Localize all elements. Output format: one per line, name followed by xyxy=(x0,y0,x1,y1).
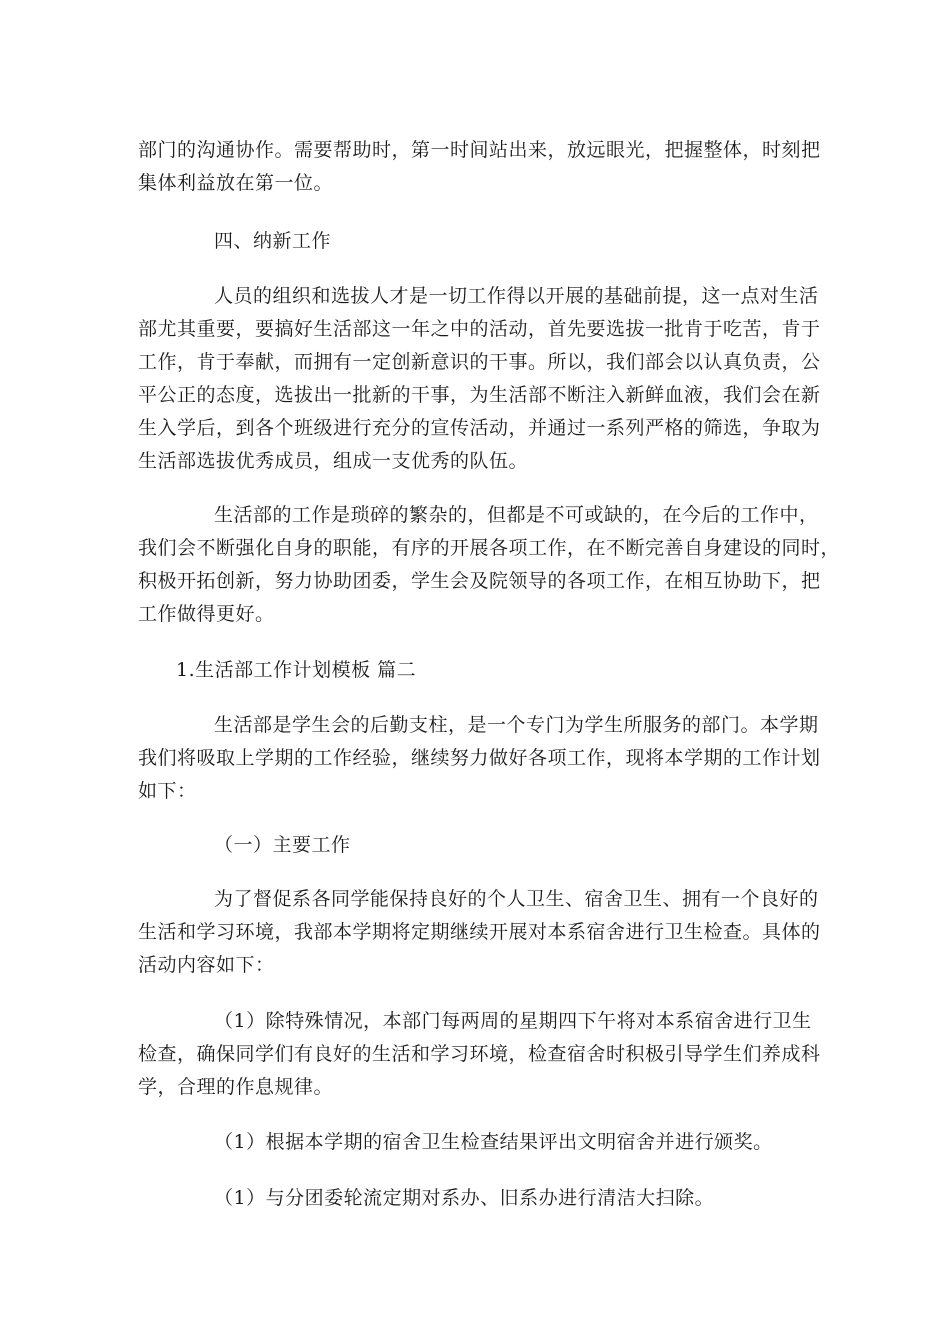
body-text-line: 积极开拓创新，努力协助团委，学生会及院领导的各项工作，在相互协助下，把 xyxy=(138,570,821,592)
body-text-line: 平公正的态度，选拔出一批新的干事，为生活部不断注入新鲜血液，我们会在新 xyxy=(138,384,821,406)
body-text-line: 部尤其重要，要搞好生活部这一年之中的活动，首先要选拔一批肯于吃苦，肯于 xyxy=(138,318,821,340)
body-text-line: 活动内容如下： xyxy=(138,954,275,976)
list-item-text: 检查，确保同学们有良好的生活和学习环境，检查宿舍时积极引导学生们养成科 xyxy=(138,1043,821,1065)
list-item-text: （1）根据本学期的宿舍卫生检查结果评出文明宿舍并进行颁奖。 xyxy=(214,1131,773,1153)
body-text-line: 生入学后，到各个班级进行充分的宣传活动，并通过一系列严格的筛选，争取为 xyxy=(138,417,821,439)
section-heading: （一）主要工作 xyxy=(214,834,351,856)
body-text-line: 我们会不断强化自身的职能，有序的开展各项工作，在不断完善自身建设的同时， xyxy=(138,537,841,559)
body-text-line: 工作做得更好。 xyxy=(138,603,275,625)
body-text-line: 集体利益放在第一位。 xyxy=(138,172,334,194)
body-text-line: 为了督促系各同学能保持良好的个人卫生、宿舍卫生、拥有一个良好的 xyxy=(214,888,819,910)
body-text-line: 生活部是学生会的后勤支柱，是一个专门为学生所服务的部门。本学期 xyxy=(214,714,819,736)
body-text-line: 工作，肯于奉献，而拥有一定创新意识的干事。所以，我们部会以认真负责，公 xyxy=(138,351,821,373)
body-text-line: 人员的组织和选拔人才是一切工作得以开展的基础前提，这一点对生活 xyxy=(214,285,819,307)
list-item-text: （1）与分团委轮流定期对系办、旧系办进行清洁大扫除。 xyxy=(214,1187,715,1209)
list-item-text: （1）除特殊情况，本部门每两周的星期四下午将对本系宿舍进行卫生 xyxy=(214,1010,812,1032)
section-heading: 1.生活部工作计划模板 篇二 xyxy=(176,659,417,681)
body-text-line: 生活部选拔优秀成员，组成一支优秀的队伍。 xyxy=(138,450,529,472)
body-text-line: 如下： xyxy=(138,780,197,802)
section-heading: 四、纳新工作 xyxy=(214,230,332,252)
body-text-line: 生活和学习环境，我部本学期将定期继续开展对本系宿舍进行卫生检查。具体的 xyxy=(138,921,821,943)
body-text-line: 生活部的工作是琐碎的繁杂的，但都是不可或缺的，在今后的工作中， xyxy=(214,504,819,526)
body-text-line: 我们将吸取上学期的工作经验，继续努力做好各项工作，现将本学期的工作计划 xyxy=(138,747,821,769)
body-text-line: 部门的沟通协作。需要帮助时，第一时间站出来，放远眼光，把握整体，时刻把 xyxy=(138,139,821,161)
list-item-text: 学，合理的作息规律。 xyxy=(138,1076,334,1098)
